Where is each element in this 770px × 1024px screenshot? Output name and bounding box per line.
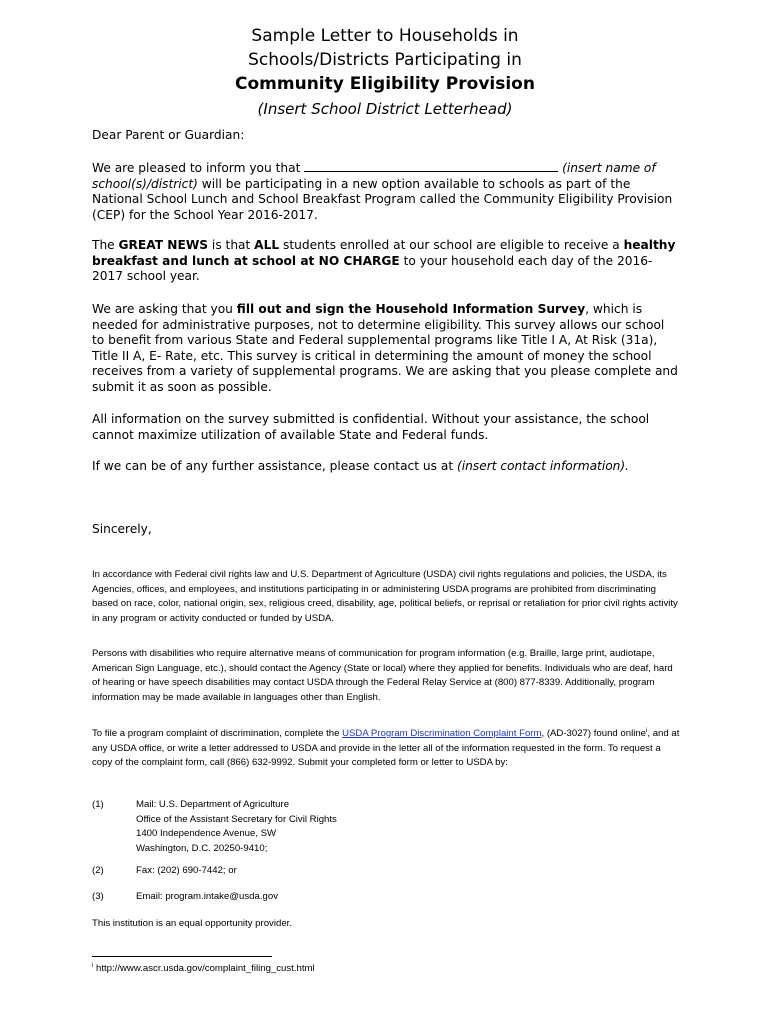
p5-a: If we can be of any further assistance, please contact us at bbox=[92, 459, 457, 473]
title-block bbox=[0, 24, 770, 120]
footnote bbox=[92, 962, 315, 976]
salutation bbox=[92, 128, 680, 144]
p2-great-news: GREAT NEWS bbox=[118, 238, 209, 252]
notice-para-1-text: In accordance with Federal civil rights law and U.S. Department of Agriculture (USDA) civil rights regulations and policies, the USDA, its Agencies, offices, and employees, and institutions participating in or administering USDA programs are prohibited from discriminating based on race, color, national origin, sex, religious creed, disability, age, political beliefs, or reprisal or retaliation for prior civil rights activity in any program or activity conducted or funded by USDA. bbox=[92, 569, 678, 625]
p1-lead: We are pleased to inform you that bbox=[92, 161, 305, 175]
list-item-line: Email: program.intake@usda.gov bbox=[136, 891, 278, 902]
p2-g: to your household each day of the 2016-2017 school year. bbox=[92, 253, 653, 284]
equal-opportunity bbox=[92, 917, 682, 932]
paragraph-2 bbox=[92, 238, 680, 285]
notice-para-3-c: , and at any USDA office, or write a letter addressed to USDA and provide in the letter all of the information requested in the form. To request a copy of the complaint form, call (866) 632-9992. Submit your completed form or letter to USDA by: bbox=[92, 728, 680, 769]
list-item-number: (1) bbox=[92, 799, 104, 810]
footnote-marker: i bbox=[92, 962, 94, 969]
footnote-ref: i bbox=[646, 727, 648, 734]
closing-text: Sincerely, bbox=[92, 522, 152, 536]
school-name-blank bbox=[304, 160, 558, 172]
notice-paragraph-1 bbox=[92, 568, 682, 627]
p2-all: ALL bbox=[254, 238, 280, 252]
p2-c: is that bbox=[208, 238, 255, 252]
p1-rest: will be participating in a new option available to schools as part of the National School Lunch and School Breakfast Program called the Community Eligibility Provision (CEP) for the School Year 2016-2017. bbox=[92, 176, 673, 222]
list-item-line: Mail: U.S. Department of Agriculture bbox=[136, 799, 290, 810]
p4-text: All information on the survey submitted is confidential. Without your assistance, the school cannot maximize utilization of available State and Federal funds. bbox=[92, 412, 650, 442]
footnote-url[interactable]: http://www.ascr.usda.gov/complaint_filing_cust.html bbox=[93, 963, 315, 974]
complaint-form-link[interactable]: USDA Program Discrimination Complaint Form bbox=[342, 728, 542, 739]
p2-no-charge: healthy breakfast and lunch at school at NO CHARGE bbox=[92, 238, 676, 268]
title-line-1: Sample Letter to Households in bbox=[251, 26, 519, 46]
notice-paragraph-3 bbox=[92, 727, 682, 771]
list-item-line: Washington, D.C. 20250-9410; bbox=[136, 843, 268, 855]
p2-a: The bbox=[92, 238, 119, 252]
title-line-3: Community Eligibility Provision bbox=[235, 74, 535, 94]
notice-para-3-a: To file a program complaint of discrimination, complete the bbox=[92, 728, 343, 739]
equal-opportunity-text: This institution is an equal opportunity provider. bbox=[92, 918, 292, 929]
p1-italic-2: school(s)/district) bbox=[92, 176, 198, 191]
list-item-line: 1400 Independence Avenue, SW bbox=[136, 828, 277, 840]
list-item-line: Office of the Assistant Secretary for Civil Rights bbox=[136, 813, 337, 825]
p3-a: We are asking that you bbox=[92, 302, 237, 316]
list-item-line: Fax: (202) 690-7442; or bbox=[136, 865, 237, 876]
list-item-number: (2) bbox=[92, 865, 104, 876]
paragraph-3 bbox=[92, 302, 680, 396]
p3-survey: fill out and sign the Household Information Survey bbox=[236, 302, 586, 316]
paragraph-1 bbox=[92, 160, 680, 223]
p5-contact: (insert contact information). bbox=[456, 459, 630, 473]
salutation-text: Dear Parent or Guardian: bbox=[92, 128, 245, 142]
closing bbox=[92, 522, 680, 538]
title-line-2: Schools/Districts Participating in bbox=[248, 50, 522, 70]
p2-e: students enrolled at our school are eligible to receive a bbox=[279, 238, 624, 252]
paragraph-4 bbox=[92, 412, 680, 443]
p1-italic-1: (insert name of bbox=[558, 161, 656, 175]
notice-para-2-text: Persons with disabilities who require alternative means of communication for program information (e.g. Braille, large print, audiotape, American Sign Language, etc.), should contact the Agency (State or local) where they applied for benefits. Individuals who are deaf, hard of hearing or have speech disabilities may contact USDA through the Federal Relay Service at (800) 877-8339. Additionally, program information may be made available in languages other than English. bbox=[92, 648, 673, 704]
notice-para-3-b: , (AD-3027) found online bbox=[541, 728, 647, 739]
p3-c: , which is needed for administrative purposes, not to determine eligibility. This survey allows our school to benefit from various State and Federal supplemental programs like Title I A, At Risk (31a), Title II A, E- Rate, etc. This survey is critical in determining the amount of money the school receives from a variety of supplemental programs. We are asking that you please complete and submit it as soon as possible. bbox=[92, 302, 678, 394]
footnote-divider bbox=[92, 956, 272, 957]
letterhead-placeholder: (Insert School District Letterhead) bbox=[257, 100, 513, 118]
notice-paragraph-2 bbox=[92, 647, 682, 706]
list-item-number: (3) bbox=[92, 891, 104, 902]
paragraph-5 bbox=[92, 459, 680, 475]
